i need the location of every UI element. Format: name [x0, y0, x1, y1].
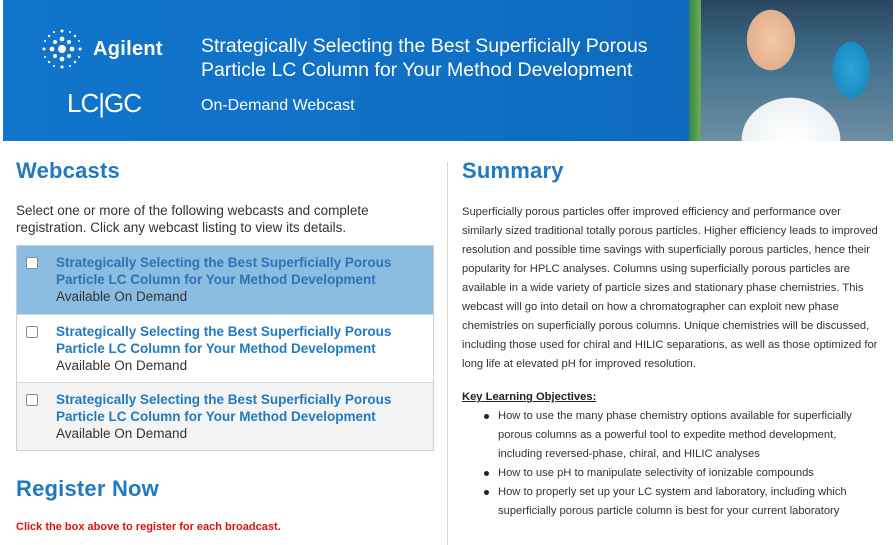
- objective-item: How to use pH to manipulate selectivity of ionizable compounds: [498, 464, 882, 483]
- webcasts-heading: Webcasts: [16, 158, 120, 183]
- register-note: Click the box above to register for each broadcast.: [16, 521, 281, 533]
- agilent-wordmark: Agilent: [93, 37, 163, 60]
- lcgc-logo: LC|GC: [67, 88, 141, 118]
- webcast-item[interactable]: [17, 314, 433, 382]
- register-checkbox[interactable]: [26, 257, 38, 269]
- column-divider: [447, 162, 448, 545]
- scientist-photo: [701, 0, 893, 141]
- register-checkbox[interactable]: [26, 326, 38, 338]
- webcast-status: Available On Demand: [56, 426, 188, 441]
- webcast-list: [16, 245, 434, 451]
- objective-item: How to use the many phase chemistry options available for superficially porous columns as a powerful tool to expedite method development, including reversed-phase, chiral, and HILIC analyses: [498, 407, 882, 464]
- summary-heading: Summary: [462, 158, 564, 183]
- webcasts-panel: [16, 158, 434, 451]
- webcast-status: Available On Demand: [56, 289, 188, 304]
- webcast-item[interactable]: [17, 382, 433, 450]
- banner-title: Strategically Selecting the Best Superficially Porous Particle LC Column for Your Method Development: [201, 35, 648, 81]
- webcast-title-link[interactable]: Strategically Selecting the Best Superficially Porous Particle LC Column for Your Method Development: [56, 392, 392, 424]
- summary-panel: [462, 158, 882, 521]
- register-heading: Register Now: [16, 476, 159, 501]
- objectives-list: [462, 407, 882, 521]
- objectives-heading: Key Learning Objectives:: [462, 391, 597, 403]
- webcast-item-body: [56, 391, 427, 443]
- webcast-title-link[interactable]: Strategically Selecting the Best Superficially Porous Particle LC Column for Your Method Development: [56, 324, 392, 356]
- webcast-item[interactable]: [17, 246, 433, 314]
- summary-body: Superficially porous particles offer improved efficiency and performance over similarly sized traditional totally porous particles. Higher efficiency leads to improved resolution and possible time savings with superficially porous particles, hence their popularity for HPLC analyses. Columns using superficially porous particles are available in a wide variety of particle sizes and stationary phase chemistries. This webcast will go into detail on how a chromatographer can exploit new phase chemistries on superficially porous columns. Unique chemistries will be discussed, including those used for chiral and HILIC separations, as well as those optimized for long life at elevated pH for improved resolution.: [462, 206, 878, 370]
- agilent-spark-icon: [39, 26, 85, 72]
- webcast-item-body: [56, 254, 427, 307]
- webcast-title-link[interactable]: Strategically Selecting the Best Superficially Porous Particle LC Column for Your Method Development: [56, 255, 392, 287]
- agilent-logo: [39, 26, 163, 72]
- webcast-item-body: [56, 323, 427, 375]
- banner-subtitle: On-Demand Webcast: [201, 97, 355, 114]
- webcast-status: Available On Demand: [56, 358, 188, 373]
- webcast-banner: [3, 0, 893, 141]
- webcasts-intro: Select one or more of the following webcasts and complete registration. Click any webcast listing to view its details.: [16, 203, 369, 235]
- register-checkbox[interactable]: [26, 394, 38, 406]
- objective-item: How to properly set up your LC system and laboratory, including which superficially porous particle column is best for your current laboratory: [498, 483, 882, 521]
